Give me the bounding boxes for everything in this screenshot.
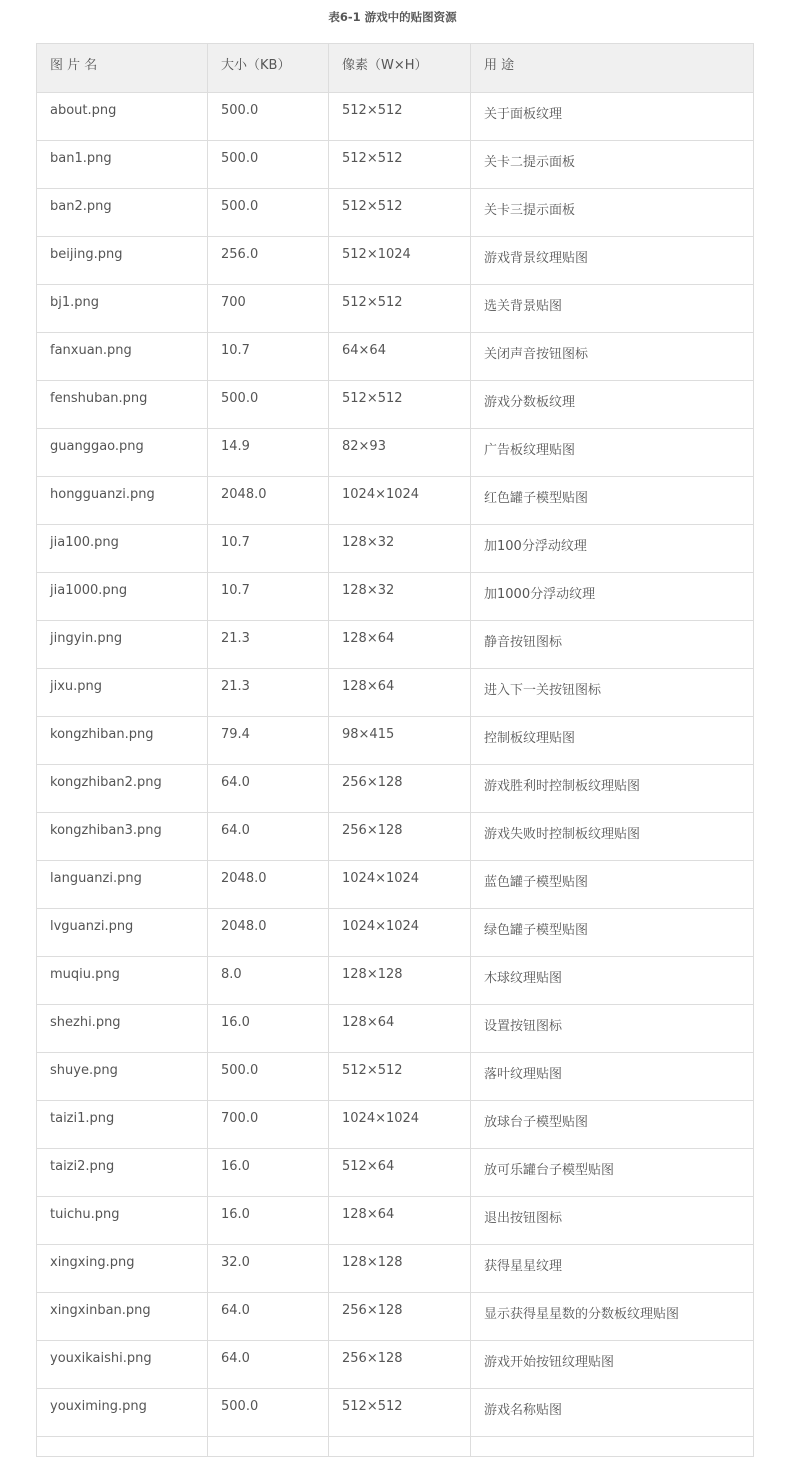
cell-image-name: ban2.png (37, 189, 208, 237)
cell-usage: 放球台子模型贴图 (471, 1101, 754, 1149)
cell-size-kb: 21.3 (208, 621, 329, 669)
cell-pixels: 1024×1024 (329, 1101, 471, 1149)
cell-image-name: xingxinban.png (37, 1293, 208, 1341)
texture-resource-table (36, 43, 754, 1457)
empty-cell (37, 1437, 208, 1457)
cell-size-kb: 64.0 (208, 765, 329, 813)
table-row (37, 717, 754, 765)
cell-image-name: shuye.png (37, 1053, 208, 1101)
cell-image-name: jia100.png (37, 525, 208, 573)
cell-usage: 退出按钮图标 (471, 1197, 754, 1245)
cell-usage: 关卡三提示面板 (471, 189, 754, 237)
cell-usage: 放可乐罐台子模型贴图 (471, 1149, 754, 1197)
cell-size-kb: 32.0 (208, 1245, 329, 1293)
cell-pixels: 128×128 (329, 957, 471, 1005)
cell-pixels: 512×512 (329, 381, 471, 429)
cell-image-name: beijing.png (37, 237, 208, 285)
cell-usage: 获得星星纹理 (471, 1245, 754, 1293)
cell-usage: 游戏胜利时控制板纹理贴图 (471, 765, 754, 813)
table-row (37, 957, 754, 1005)
cell-pixels: 128×32 (329, 573, 471, 621)
cell-image-name: bj1.png (37, 285, 208, 333)
cell-size-kb: 500.0 (208, 93, 329, 141)
cell-usage: 关于面板纹理 (471, 93, 754, 141)
cell-size-kb: 500.0 (208, 141, 329, 189)
table-row (37, 477, 754, 525)
cell-pixels: 512×1024 (329, 237, 471, 285)
cell-size-kb: 500.0 (208, 189, 329, 237)
table-row (37, 429, 754, 477)
cell-pixels: 128×32 (329, 525, 471, 573)
table-row (37, 1053, 754, 1101)
cell-size-kb: 16.0 (208, 1197, 329, 1245)
table-caption: 表6-1 游戏中的贴图资源 (328, 10, 457, 24)
empty-cell (471, 1437, 754, 1457)
table-row (37, 1101, 754, 1149)
cell-pixels: 256×128 (329, 1293, 471, 1341)
cell-pixels: 128×64 (329, 1005, 471, 1053)
cell-image-name: youxikaishi.png (37, 1341, 208, 1389)
table-row (37, 573, 754, 621)
cell-image-name: languanzi.png (37, 861, 208, 909)
cell-size-kb: 2048.0 (208, 861, 329, 909)
table-row-partial (37, 1437, 754, 1457)
cell-size-kb: 21.3 (208, 669, 329, 717)
cell-image-name: guanggao.png (37, 429, 208, 477)
header-pixels: 像素（W×H） (329, 44, 471, 93)
cell-pixels: 128×128 (329, 1245, 471, 1293)
cell-image-name: shezhi.png (37, 1005, 208, 1053)
cell-image-name: fenshuban.png (37, 381, 208, 429)
cell-usage: 游戏分数板纹理 (471, 381, 754, 429)
cell-size-kb: 64.0 (208, 1341, 329, 1389)
table-row (37, 1149, 754, 1197)
cell-image-name: hongguanzi.png (37, 477, 208, 525)
cell-pixels: 1024×1024 (329, 477, 471, 525)
header-image-name: 图 片 名 (37, 44, 208, 93)
table-row (37, 1389, 754, 1437)
cell-size-kb: 79.4 (208, 717, 329, 765)
table-row (37, 813, 754, 861)
cell-pixels: 64×64 (329, 333, 471, 381)
cell-size-kb: 500.0 (208, 381, 329, 429)
cell-image-name: jixu.png (37, 669, 208, 717)
cell-size-kb: 8.0 (208, 957, 329, 1005)
table-row (37, 381, 754, 429)
cell-pixels: 98×415 (329, 717, 471, 765)
cell-pixels: 256×128 (329, 813, 471, 861)
table-row (37, 189, 754, 237)
cell-usage: 设置按钮图标 (471, 1005, 754, 1053)
cell-usage: 游戏开始按钮纹理贴图 (471, 1341, 754, 1389)
cell-size-kb: 500.0 (208, 1053, 329, 1101)
empty-cell (329, 1437, 471, 1457)
cell-image-name: youximing.png (37, 1389, 208, 1437)
table-body (37, 93, 754, 1457)
cell-pixels: 1024×1024 (329, 861, 471, 909)
cell-pixels: 128×64 (329, 621, 471, 669)
cell-pixels: 512×512 (329, 141, 471, 189)
header-usage: 用 途 (471, 44, 754, 93)
cell-image-name: lvguanzi.png (37, 909, 208, 957)
cell-size-kb: 500.0 (208, 1389, 329, 1437)
cell-image-name: taizi2.png (37, 1149, 208, 1197)
cell-pixels: 512×512 (329, 1053, 471, 1101)
table-row (37, 669, 754, 717)
cell-pixels: 256×128 (329, 765, 471, 813)
table-row (37, 1197, 754, 1245)
cell-usage: 关闭声音按钮图标 (471, 333, 754, 381)
cell-usage: 游戏名称贴图 (471, 1389, 754, 1437)
table-row (37, 237, 754, 285)
cell-usage: 显示获得星星数的分数板纹理贴图 (471, 1293, 754, 1341)
table-row (37, 861, 754, 909)
cell-usage: 关卡二提示面板 (471, 141, 754, 189)
cell-pixels: 512×512 (329, 189, 471, 237)
cell-usage: 加100分浮动纹理 (471, 525, 754, 573)
cell-usage: 游戏失败时控制板纹理贴图 (471, 813, 754, 861)
cell-size-kb: 10.7 (208, 333, 329, 381)
cell-image-name: about.png (37, 93, 208, 141)
table-row (37, 285, 754, 333)
cell-usage: 静音按钮图标 (471, 621, 754, 669)
cell-size-kb: 16.0 (208, 1005, 329, 1053)
cell-size-kb: 64.0 (208, 1293, 329, 1341)
cell-usage: 加1000分浮动纹理 (471, 573, 754, 621)
cell-pixels: 512×512 (329, 93, 471, 141)
cell-image-name: muqiu.png (37, 957, 208, 1005)
empty-cell (208, 1437, 329, 1457)
table-row (37, 621, 754, 669)
cell-size-kb: 2048.0 (208, 909, 329, 957)
cell-usage: 木球纹理贴图 (471, 957, 754, 1005)
table-row (37, 765, 754, 813)
header-size-kb: 大小（KB） (208, 44, 329, 93)
table-row (37, 1245, 754, 1293)
cell-image-name: ban1.png (37, 141, 208, 189)
table-row (37, 1005, 754, 1053)
table-row (37, 1293, 754, 1341)
table-row (37, 141, 754, 189)
cell-pixels: 512×64 (329, 1149, 471, 1197)
cell-pixels: 512×512 (329, 1389, 471, 1437)
cell-usage: 进入下一关按钮图标 (471, 669, 754, 717)
cell-pixels: 128×64 (329, 1197, 471, 1245)
cell-usage: 选关背景贴图 (471, 285, 754, 333)
table-row (37, 525, 754, 573)
table-header-row (37, 44, 754, 93)
table-row (37, 909, 754, 957)
table-row (37, 1341, 754, 1389)
cell-size-kb: 64.0 (208, 813, 329, 861)
cell-size-kb: 10.7 (208, 525, 329, 573)
cell-pixels: 128×64 (329, 669, 471, 717)
cell-image-name: kongzhiban2.png (37, 765, 208, 813)
cell-usage: 落叶纹理贴图 (471, 1053, 754, 1101)
cell-pixels: 82×93 (329, 429, 471, 477)
cell-usage: 控制板纹理贴图 (471, 717, 754, 765)
cell-size-kb: 256.0 (208, 237, 329, 285)
table-row (37, 93, 754, 141)
cell-pixels: 256×128 (329, 1341, 471, 1389)
cell-size-kb: 700.0 (208, 1101, 329, 1149)
cell-usage: 绿色罐子模型贴图 (471, 909, 754, 957)
cell-size-kb: 16.0 (208, 1149, 329, 1197)
cell-pixels: 512×512 (329, 285, 471, 333)
cell-image-name: jia1000.png (37, 573, 208, 621)
cell-image-name: fanxuan.png (37, 333, 208, 381)
cell-usage: 蓝色罐子模型贴图 (471, 861, 754, 909)
cell-size-kb: 10.7 (208, 573, 329, 621)
cell-pixels: 1024×1024 (329, 909, 471, 957)
cell-size-kb: 700 (208, 285, 329, 333)
cell-usage: 红色罐子模型贴图 (471, 477, 754, 525)
cell-image-name: xingxing.png (37, 1245, 208, 1293)
cell-size-kb: 2048.0 (208, 477, 329, 525)
cell-usage: 广告板纹理贴图 (471, 429, 754, 477)
cell-image-name: taizi1.png (37, 1101, 208, 1149)
cell-image-name: jingyin.png (37, 621, 208, 669)
cell-image-name: kongzhiban.png (37, 717, 208, 765)
cell-image-name: tuichu.png (37, 1197, 208, 1245)
cell-usage: 游戏背景纹理贴图 (471, 237, 754, 285)
table-row (37, 333, 754, 381)
cell-size-kb: 14.9 (208, 429, 329, 477)
cell-image-name: kongzhiban3.png (37, 813, 208, 861)
